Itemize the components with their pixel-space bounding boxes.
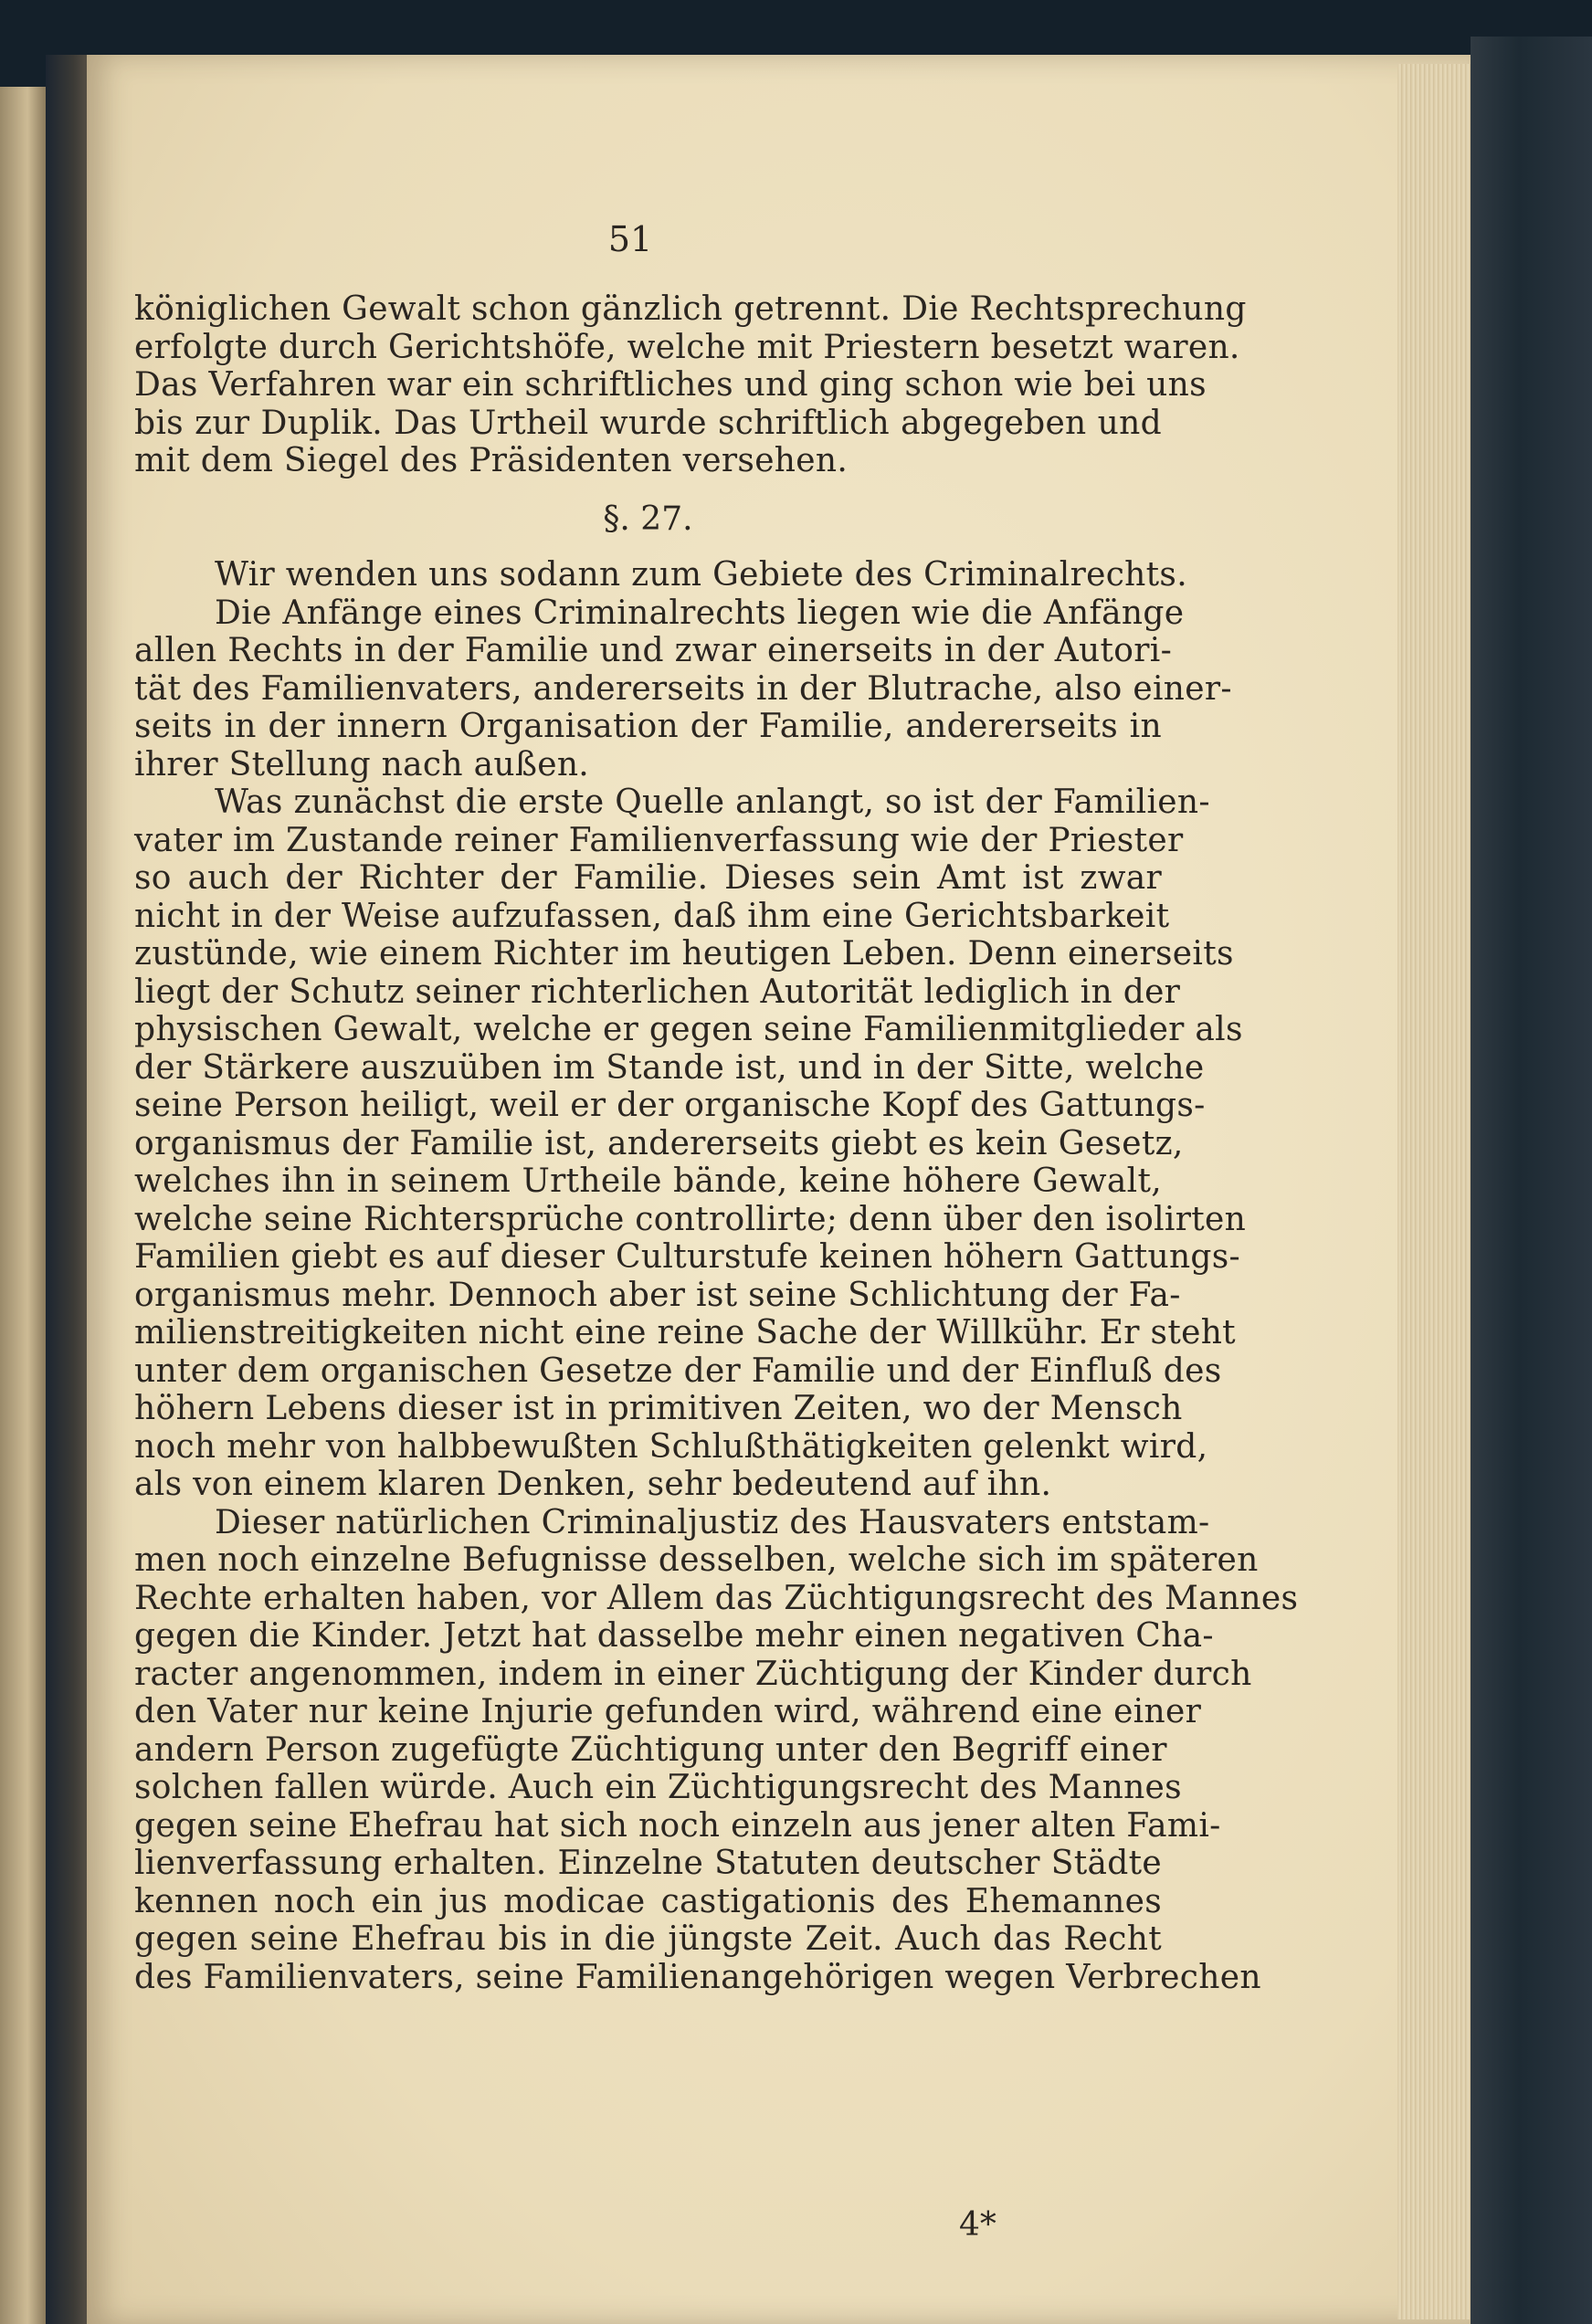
text-line: den Vater nur keine Injurie gefunden wird, während eine einer [134, 1693, 1202, 1730]
signature-mark: 4* [959, 2206, 996, 2244]
body-text [134, 290, 1299, 1996]
book-cover [1471, 37, 1592, 2324]
text-line: lienverfassung erhalten. Einzelne Statuten deutscher Städte [134, 1845, 1162, 1882]
text-line: tät des Familienvaters, andererseits in der Blutrache, also einer- [134, 669, 1232, 708]
text-line: gegen seine Ehefrau bis in die jüngste Zeit. Auch das Recht [134, 1920, 1162, 1958]
page-stack-edge [1397, 64, 1471, 2319]
text-line: Die Anfänge eines Criminalrechts liegen wie die Anfänge [215, 594, 1185, 632]
text-line: allen Rechts in der Familie und zwar einerseits in der Autori- [134, 632, 1173, 669]
text-line: als von einem klaren Denken, sehr bedeutend auf ihn. [134, 1466, 1052, 1503]
page-number: 51 [607, 219, 653, 259]
text-line: milienstreitigkeiten nicht eine reine Sache der Willkühr. Er steht [134, 1314, 1236, 1351]
text-line: königlichen Gewalt schon gänzlich getrennt. Die Rechtsprechung [134, 290, 1247, 328]
section-heading: §. 27. [603, 500, 693, 538]
text-line: liegt der Schutz seiner richterlichen Autorität lediglich in der [134, 973, 1181, 1011]
text-line: gegen die Kinder. Jetzt hat dasselbe mehr einen negativen Cha- [134, 1617, 1214, 1655]
text-line: welches ihn in seinem Urtheile bände, keine höhere Gewalt, [134, 1162, 1162, 1200]
text-line: seine Person heiligt, weil er der organische Kopf des Gattungs- [134, 1087, 1206, 1124]
text-line: der Stärkere auszuüben im Stande ist, und in der Sitte, welche [134, 1048, 1205, 1087]
text-line: Rechte erhalten haben, vor Allem das Züchtigungsrecht des Mannes [134, 1579, 1299, 1617]
text-line: unter dem organischen Gesetze der Familie und der Einfluß des [134, 1351, 1222, 1390]
text-line: erfolgte durch Gerichtshöfe, welche mit Priestern besetzt waren. [134, 328, 1240, 366]
text-line: gegen seine Ehefrau hat sich noch einzeln aus jener alten Fami- [134, 1806, 1221, 1845]
paragraph-1 [134, 290, 1247, 480]
text-line: vater im Zustande reiner Familienverfassung wie der Priester [134, 821, 1184, 859]
text-line: Was zunächst die erste Quelle anlangt, so ist der Familien- [215, 783, 1210, 821]
text-line: höhern Lebens dieser ist in primitiven Zeiten, wo der Mensch [134, 1390, 1183, 1427]
text-line: organismus mehr. Dennoch aber ist seine Schlichtung der Fa- [134, 1276, 1181, 1314]
paragraph-5 [134, 1503, 1299, 1997]
paragraph-2 [134, 556, 1187, 594]
previous-page-edge [0, 87, 46, 2324]
text-line: noch mehr von halbbewußten Schlußthätigkeiten gelenkt wird, [134, 1427, 1208, 1466]
text-line: zustünde, wie einem Richter im heutigen Leben. Denn einerseits [134, 935, 1234, 973]
text-line: Das Verfahren war ein schriftliches und ging schon wie bei uns [134, 366, 1207, 404]
text-line: organismus der Familie ist, andererseits giebt es kein Gesetz, [134, 1124, 1184, 1162]
text-line: seits in der innern Organisation der Familie, andererseits in [134, 708, 1162, 745]
text-line: racter angenommen, indem in einer Züchtigung der Kinder durch [134, 1655, 1252, 1693]
text-line: Dieser natürlichen Criminaljustiz des Hausvaters entstam- [215, 1503, 1210, 1541]
paragraph-4 [134, 783, 1247, 1504]
text-line: ihrer Stellung nach außen. [134, 745, 590, 783]
text-line: physischen Gewalt, welche er gegen seine Familienmitglieder als [134, 1011, 1243, 1048]
paragraph-3 [134, 594, 1232, 784]
text-line: men noch einzelne Befugnisse desselben, welche sich im späteren [134, 1541, 1259, 1579]
text-line: andern Person zugefügte Züchtigung unter den Begriff einer [134, 1730, 1167, 1769]
text-line: welche seine Richtersprüche controllirte; denn über den isolirten [134, 1200, 1247, 1238]
text-line: kennen noch ein jus modicae castigationis des Ehemannes [134, 1882, 1162, 1920]
text-line: solchen fallen würde. Auch ein Züchtigungsrecht des Mannes [134, 1769, 1182, 1806]
text-line: so auch der Richter der Familie. Dieses sein Amt ist zwar [134, 859, 1162, 897]
text-line: des Familienvaters, seine Familienangehörigen wegen Verbrechen [134, 1958, 1261, 1996]
text-line: mit dem Siegel des Präsidenten versehen. [134, 442, 849, 479]
text-line: Familien giebt es auf dieser Culturstufe keinen höhern Gattungs- [134, 1238, 1241, 1276]
text-line: Wir wenden uns sodann zum Gebiete des Criminalrechts. [215, 556, 1187, 594]
text-line: bis zur Duplik. Das Urtheil wurde schriftlich abgegeben und [134, 404, 1162, 442]
text-line: nicht in der Weise aufzufassen, daß ihm eine Gerichtsbarkeit [134, 897, 1170, 935]
